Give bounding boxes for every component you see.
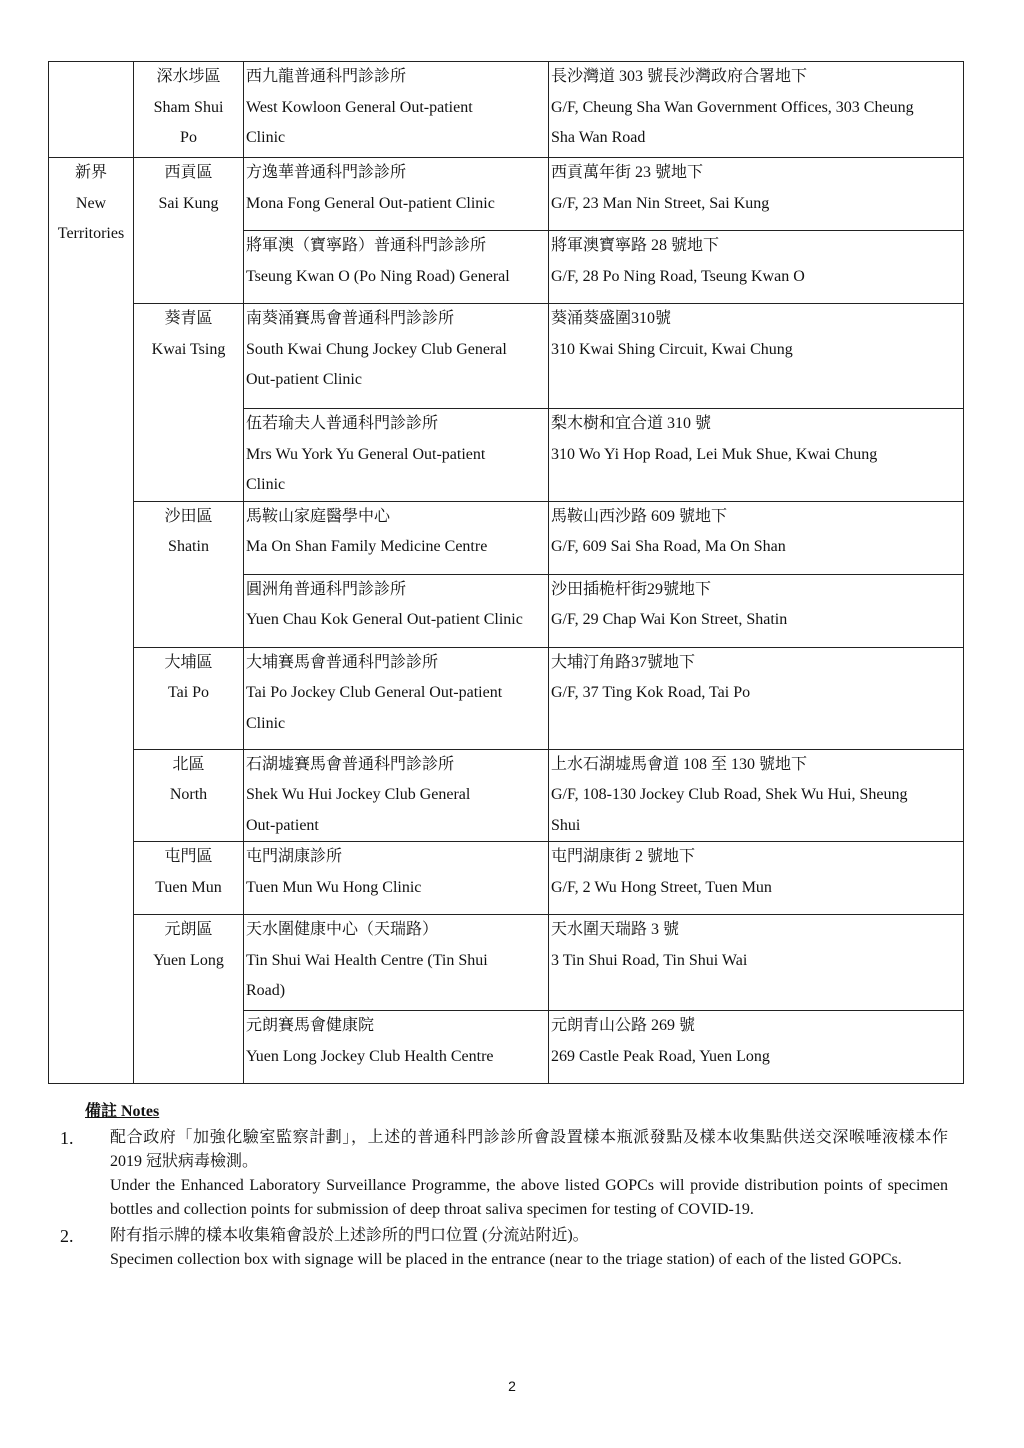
address-cell-line: 西貢萬年街 23 號地下	[551, 164, 704, 181]
address-cell	[549, 158, 964, 231]
note-number: 2.	[60, 1226, 74, 1246]
district-cell	[134, 158, 244, 304]
table-row	[49, 62, 964, 158]
page-number: 2	[508, 1378, 516, 1394]
district-cell-line: Po	[180, 129, 197, 146]
address-cell	[549, 409, 964, 502]
clinic-name-cell-line: 馬鞍山家庭醫學中心	[246, 507, 391, 525]
address-cell	[549, 62, 964, 158]
address-cell-line: 將軍澳寶寧路 28 號地下	[551, 237, 720, 254]
note-text-en: Under the Enhanced Laboratory Surveillance Programme, the above listed GOPCs will provide distribution points of specimen bottles and collection points for submission of deep throat saliva specimen for testing of COVID-19.	[110, 1177, 948, 1218]
address-cell-line: 馬鞍山西沙路 609 號地下	[551, 507, 728, 525]
district-cell-line: 西貢區	[164, 164, 213, 181]
address-cell-line: G/F, 29 Chap Wai Kon Street, Shatin	[551, 611, 788, 628]
note-number: 1.	[60, 1128, 74, 1148]
clinic-name-cell-line: Ma On Shan Family Medicine Centre	[246, 538, 488, 555]
address-cell-line: 葵涌葵盛圍310號	[551, 310, 672, 327]
district-cell-line: Tai Po	[167, 684, 210, 701]
clinic-name-cell-line: Mona Fong General Out-patient Clinic	[246, 194, 495, 212]
address-cell-line: G/F, 108-130 Jockey Club Road, Shek Wu Hui, Sheung	[551, 786, 908, 803]
district-cell	[134, 749, 244, 842]
district-cell-line: Yuen Long	[153, 951, 224, 969]
clinic-name-cell	[244, 409, 549, 502]
clinic-name-cell	[244, 842, 549, 915]
address-cell-line: 大埔汀角路37號地下	[551, 653, 696, 671]
clinic-name-cell-line: 西九龍普通科門診診所	[246, 68, 407, 85]
region-cell-line: New	[75, 194, 107, 212]
clinic-name-cell-line: Tseung Kwan O (Po Ning Road) General	[246, 267, 510, 285]
address-cell	[549, 1011, 964, 1084]
notes-section	[48, 1100, 948, 1272]
district-cell-line: 元朗區	[164, 921, 213, 938]
district-cell-line: 葵青區	[164, 310, 213, 327]
address-cell	[549, 304, 964, 409]
address-cell-line: Shui	[551, 816, 581, 834]
district-cell-line: 深水埗區	[156, 68, 221, 85]
clinic-name-cell-line: Yuen Chau Kok General Out-patient Clinic	[246, 611, 523, 628]
address-cell-line: G/F, 2 Wu Hong Street, Tuen Mun	[551, 878, 772, 896]
note-text-zh: 附有指示牌的樣本收集箱會設於上述診所的門口位置 (分流站附近)。	[110, 1227, 589, 1244]
district-cell-line: Kwai Tsing	[151, 340, 226, 358]
note-item	[48, 1126, 948, 1222]
clinic-name-cell-line: 將軍澳（寶寧路）普通科門診診所	[246, 237, 487, 254]
clinic-name-cell-line: Clinic	[246, 714, 286, 732]
address-cell	[549, 501, 964, 574]
clinic-name-cell	[244, 304, 549, 409]
note-text-en: Specimen collection box with signage will be placed in the entrance (near to the triage station) of each of the listed GOPCs.	[110, 1251, 902, 1268]
address-cell-line: 梨木樹和宜合道 310 號	[551, 415, 712, 432]
district-cell	[134, 915, 244, 1084]
address-cell-line: 310 Kwai Shing Circuit, Kwai Chung	[551, 340, 793, 358]
district-cell	[134, 304, 244, 502]
district-cell	[134, 62, 244, 158]
address-cell-line: 天水圍天瑞路 3 號	[551, 921, 680, 938]
district-cell-line: Shatin	[168, 538, 209, 555]
clinic-name-cell	[244, 1011, 549, 1084]
clinic-name-cell-line: 南葵涌賽馬會普通科門診診所	[246, 310, 455, 327]
district-cell	[134, 647, 244, 749]
note-item	[48, 1224, 948, 1272]
address-cell	[549, 749, 964, 842]
clinic-name-cell-line: Out-patient	[246, 816, 319, 834]
address-cell	[549, 842, 964, 915]
region-cell-line: 新界	[74, 164, 107, 181]
clinic-name-cell-line: Road)	[246, 982, 286, 999]
clinic-name-cell-line: Tuen Mun Wu Hong Clinic	[246, 878, 422, 896]
clinic-name-cell-line: Mrs Wu York Yu General Out-patient	[246, 445, 486, 463]
clinic-name-cell	[244, 158, 549, 231]
clinic-name-cell	[244, 915, 549, 1011]
district-cell-line: North	[169, 786, 208, 803]
clinic-name-cell	[244, 574, 549, 647]
address-cell-line: 元朗青山公路 269 號	[551, 1017, 696, 1034]
table-row	[49, 842, 964, 915]
clinic-name-cell	[244, 501, 549, 574]
address-cell	[549, 915, 964, 1011]
clinic-name-cell	[244, 231, 549, 304]
table-row	[49, 304, 964, 409]
address-cell-line: 屯門湖康街 2 號地下	[551, 848, 696, 865]
district-cell-line: 大埔區	[164, 653, 213, 671]
address-cell-line: G/F, 23 Man Nin Street, Sai Kung	[551, 194, 770, 212]
clinic-name-cell-line: 大埔賽馬會普通科門診診所	[246, 653, 439, 671]
clinic-name-cell-line: Clinic	[246, 476, 286, 493]
district-cell-line: Sham Shui	[153, 98, 224, 116]
district-cell	[134, 501, 244, 647]
address-cell-line: G/F, 37 Ting Kok Road, Tai Po	[551, 684, 751, 701]
district-cell-line: 北區	[172, 755, 205, 773]
region-cell-line: Territories	[57, 225, 125, 242]
notes-heading: 備註 Notes	[85, 1103, 160, 1120]
address-cell-line: Sha Wan Road	[551, 129, 646, 146]
table-row	[49, 915, 964, 1011]
table-row	[49, 749, 964, 842]
clinic-name-cell-line: Yuen Long Jockey Club Health Centre	[246, 1047, 494, 1065]
clinic-name-cell	[244, 62, 549, 158]
district-cell-line: Tuen Mun	[155, 878, 222, 896]
address-cell-line: G/F, 28 Po Ning Road, Tseung Kwan O	[551, 267, 805, 285]
clinic-name-cell-line: Clinic	[246, 129, 286, 146]
clinic-name-cell-line: 圓洲角普通科門診診所	[246, 580, 407, 598]
clinic-name-cell-line: 屯門湖康診所	[246, 848, 343, 865]
table-row	[49, 158, 964, 231]
clinic-name-cell	[244, 749, 549, 842]
clinic-name-cell-line: South Kwai Chung Jockey Club General	[246, 340, 507, 358]
address-cell-line: G/F, Cheung Sha Wan Government Offices, 303 Cheung	[551, 98, 914, 116]
address-cell	[549, 647, 964, 749]
address-cell-line: 上水石湖墟馬會道 108 至 130 號地下	[551, 755, 808, 773]
district-cell	[134, 842, 244, 915]
table-row	[49, 501, 964, 574]
clinic-name-cell-line: West Kowloon General Out-patient	[246, 98, 473, 116]
address-cell-line: 269 Castle Peak Road, Yuen Long	[551, 1047, 770, 1065]
clinic-name-cell-line: Tin Shui Wai Health Centre (Tin Shui	[246, 951, 488, 969]
clinic-name-cell-line: Tai Po Jockey Club General Out-patient	[246, 684, 503, 701]
clinic-name-cell-line: 石湖墟賽馬會普通科門診診所	[246, 755, 455, 773]
district-cell-line: 屯門區	[164, 848, 213, 865]
clinic-name-cell-line: 伍若瑜夫人普通科門診診所	[246, 415, 439, 432]
clinic-name-cell-line: 方逸華普通科門診診所	[246, 164, 407, 181]
address-cell-line: 3 Tin Shui Road, Tin Shui Wai	[551, 951, 748, 969]
note-text-zh: 配合政府「加強化驗室監察計劃」，上述的普通科門診診所會設置樣本瓶派發點及樣本收集點供送交深喉唾液樣本作 2019 冠狀病毒檢測。	[110, 1129, 948, 1170]
address-cell	[549, 574, 964, 647]
address-cell-line: 長沙灣道 303 號長沙灣政府合署地下	[551, 68, 808, 85]
district-cell-line: 沙田區	[164, 507, 213, 525]
address-cell-line: 沙田插桅杆街29號地下	[551, 580, 712, 598]
address-cell-line: G/F, 609 Sai Sha Road, Ma On Shan	[551, 538, 786, 555]
clinic-name-cell	[244, 647, 549, 749]
clinic-name-cell-line: Shek Wu Hui Jockey Club General	[246, 786, 471, 803]
district-cell-line: Sai Kung	[158, 194, 219, 212]
clinic-name-cell-line: Out-patient Clinic	[246, 371, 362, 388]
table-row	[49, 647, 964, 749]
clinic-table	[48, 61, 964, 1084]
region-cell	[49, 158, 134, 1084]
region-cell	[49, 62, 134, 158]
clinic-name-cell-line: 元朗賽馬會健康院	[246, 1017, 375, 1034]
address-cell-line: 310 Wo Yi Hop Road, Lei Muk Shue, Kwai Chung	[551, 445, 878, 463]
clinic-name-cell-line: 天水圍健康中心（天瑞路）	[246, 921, 439, 938]
address-cell	[549, 231, 964, 304]
